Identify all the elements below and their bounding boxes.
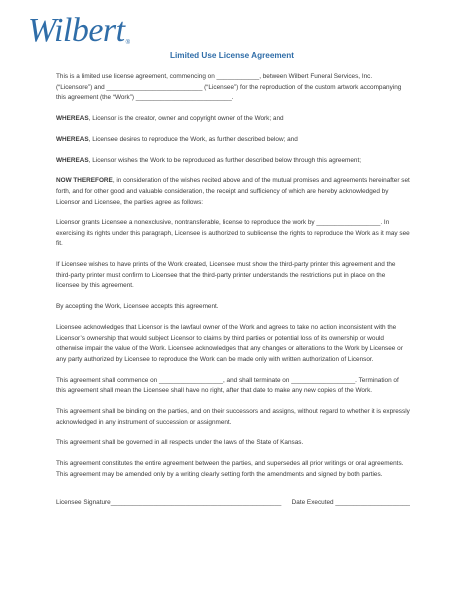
document-title: Limited Use License Agreement <box>170 51 294 60</box>
whereas-label: WHEREAS <box>56 156 89 164</box>
logo-text: Wilbert <box>28 12 125 49</box>
now-therefore-label: NOW THEREFORE <box>56 177 113 185</box>
wilbert-logo <box>28 14 129 48</box>
paragraph-binding: This agreement shall be binding on the parties, and on their successors and assigns, without regard to whether it is expressly acknowledged in any instrument of succession or assignment. <box>56 407 410 426</box>
whereas-text: , Licensee desires to reproduce the Work, as further described below; and <box>88 135 298 143</box>
whereas-text: , Licensor is the creator, owner and copyright owner of the Work; and <box>88 114 284 122</box>
agreement-body <box>56 72 410 509</box>
paragraph-whereas-1 <box>56 114 410 125</box>
paragraph-governing-law: This agreement shall be governed in all respects under the laws of the State of Kansas. <box>56 439 304 447</box>
licensee-signature-line: Licensee Signature________________________________________________ <box>56 499 282 507</box>
paragraph-ownership: Licensee acknowledges that Licensor is the lawfaul owner of the Work and agrees to take no action inconsistent with the Licensor’s ownership that would subject Licensor to claims by third parties or potential loss of its ownership or would otherwise impair the value of the Work. Licensee acknowledges that any changes or alterations to the Work by Licensee or any party authorized by Licensee to reproduce the Work can be made only with written authorization of Licensor. <box>56 324 403 363</box>
paragraph-prints: If Licensee wishes to have prints of the Work created, Licensee must show the third-party printer this agreement and the third-party printer must confirm to Licensee that the third-party printer understands the restrictions put in place on the licensee by this agreement. <box>56 261 396 290</box>
registered-mark: ® <box>125 40 130 46</box>
paragraph-now-therefore <box>56 176 410 208</box>
paragraph-entire-agreement: This agreement constitutes the entire agreement between the parties, and supersedes all prior writings or oral agreements. This agreement may be amended only by a writing clearly setting forth the amendments and signed by both parties. <box>56 460 404 478</box>
now-therefore-text: , in consideration of the wishes recited above and of the mutual promises and agreements hereinafter set forth, and for other good and valuable consideration, the receipt and sufficiency of which are hereby acknowledged by Licensor and Licensee, the parties agree as follows: <box>56 177 410 206</box>
signature-row <box>56 498 410 509</box>
paragraph-license-grant: Licensor grants Licensee a nonexclusive, nontransferable, license to reproduce the work by __________________. In exercising its rights under this paragraph, Licensee is authorized to sublicense the rights to reproduce the Work as it may see fit. <box>56 219 410 248</box>
paragraph-whereas-2 <box>56 135 410 146</box>
whereas-label: WHEREAS <box>56 114 89 122</box>
date-executed-line: Date Executed _____________________ <box>291 499 410 507</box>
whereas-text: , Licensor wishes the Work to be reproduced as further described below through this agreement; <box>88 156 362 164</box>
paragraph-intro: This is a limited use license agreement, commencing on ____________, between Wilbert Funeral Services, Inc. (“Licensore”) and ___________________________ (“Licensee”) for the reproduction of the custom artwork accompanying this agreement (the “Work”) ___________________________. <box>56 73 402 102</box>
paragraph-term: This agreement shall commence on __________________, and shall terminate on __________________. Termination of this agreement shall mean the Licensee shall have no right, after that date to make any new copies of the Work. <box>56 376 399 395</box>
whereas-label: WHEREAS <box>56 135 89 143</box>
paragraph-whereas-3 <box>56 156 410 167</box>
paragraph-acceptance: By accepting the Work, Licensee accepts this agreement. <box>56 303 219 311</box>
